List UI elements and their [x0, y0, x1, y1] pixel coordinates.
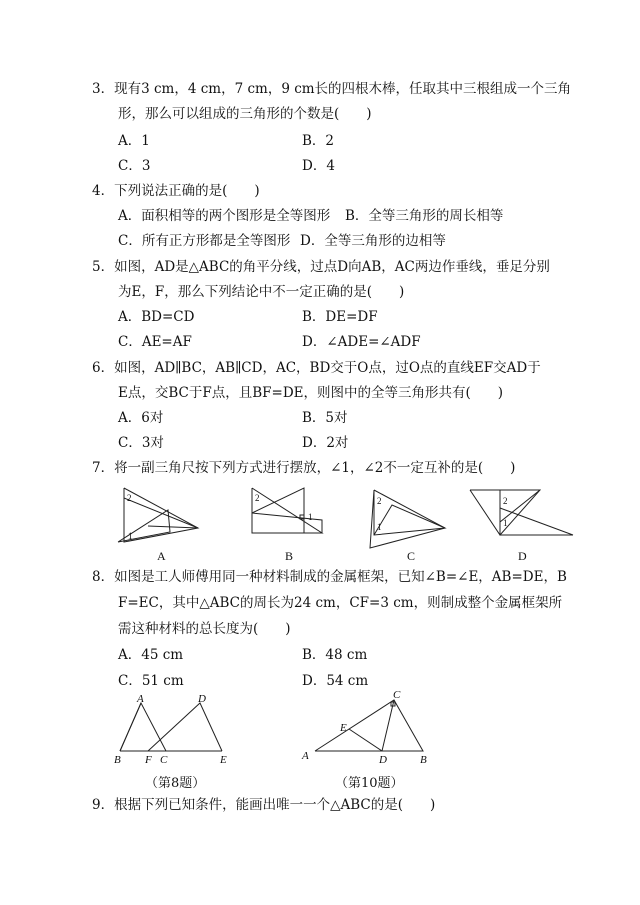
- q7-figure-b: [252, 488, 322, 533]
- fig8-point-a: A: [137, 693, 144, 705]
- q8-line2: F=EC，其中△ABC的周长为24 cm，CF=3 cm，则制成整个金属框架所: [118, 595, 563, 611]
- figure-8-lines: [120, 703, 222, 751]
- q5-option-b: B．DE=DF: [302, 309, 378, 325]
- q3-option-d: D．4: [302, 158, 335, 174]
- q3-option-a: A．1: [118, 133, 150, 149]
- fig10-point-c: C: [393, 690, 401, 701]
- q7-label-c: C: [407, 549, 416, 563]
- fig8-point-c: C: [160, 754, 168, 766]
- q6-option-c: C．3对: [118, 435, 164, 451]
- q7-label-b: B: [285, 549, 294, 563]
- figure-8-caption: （第8题）: [145, 776, 206, 791]
- q7-c-angle-1: 1: [377, 522, 382, 532]
- figures-8-10: [0, 690, 640, 770]
- q8-option-d: D．54 cm: [302, 673, 369, 689]
- fig8-point-e: E: [220, 754, 227, 766]
- figure-10-caption: （第10题）: [335, 776, 404, 791]
- q7-b-angle-2: 2: [255, 493, 260, 503]
- q3-line1: 3．现有3 cm，4 cm，7 cm，9 cm长的四根木棒，任取其中三根组成一个三角: [92, 81, 572, 97]
- q6-line2: E点，交BC于F点，且BF=DE，则图中的全等三角形共有( ): [118, 385, 504, 401]
- q9-line1: 9．根据下列已知条件，能画出唯一一个△ABC的是( ): [92, 797, 436, 813]
- q8-line1: 8．如图是工人师傅用同一种材料制成的金属框架，已知∠B=∠E，AB=DE，B: [92, 569, 567, 585]
- q7-label-a: A: [157, 549, 166, 563]
- q5-option-d: D．∠ADE=∠ADF: [302, 334, 421, 350]
- fig8-point-b: B: [114, 754, 121, 766]
- q4-option-d: D．全等三角形的边相等: [300, 233, 446, 249]
- q8-option-a: A．45 cm: [118, 647, 184, 663]
- q3-option-b: B．2: [302, 133, 335, 149]
- q4-line1: 4．下列说法正确的是( ): [92, 183, 260, 199]
- q7-d-angle-2: 2: [503, 496, 508, 506]
- fig8-point-f: F: [145, 754, 152, 766]
- q4-option-c: C．所有正方形都是全等图形: [118, 233, 291, 249]
- q5-line1: 5．如图，AD是△ABC的角平分线，过点D向AB，AC两边作垂线，垂足分别: [92, 259, 550, 275]
- fig10-point-e: E: [340, 722, 347, 734]
- q6-option-b: B．5对: [302, 410, 348, 426]
- q7-b-angle-1: 1: [308, 512, 313, 522]
- fig10-point-a: A: [302, 750, 309, 762]
- fig8-point-d: D: [198, 693, 206, 705]
- q3-option-c: C．3: [118, 158, 151, 174]
- q7-figures: [0, 480, 640, 566]
- q8-option-b: B．48 cm: [302, 647, 368, 663]
- q4-option-b: B．全等三角形的周长相等: [345, 208, 504, 224]
- q6-option-a: A．6对: [118, 410, 164, 426]
- figure-10-lines: [315, 700, 423, 751]
- q8-option-c: C．51 cm: [118, 673, 184, 689]
- q7-a-angle-1: 1: [128, 531, 133, 541]
- q8-line3: 需这种材料的总长度为( ): [118, 621, 291, 637]
- q6-option-d: D．2对: [302, 435, 349, 451]
- q4-option-a: A．面积相等的两个图形是全等图形: [118, 208, 331, 224]
- q5-option-c: C．AE=AF: [118, 334, 192, 350]
- q7-line1: 7．将一副三角尺按下列方式进行摆放，∠1，∠2不一定互补的是( ): [92, 460, 516, 476]
- fig10-point-d: D: [379, 754, 387, 766]
- q7-c-angle-2: 2: [377, 496, 382, 506]
- q7-d-angle-1: 1: [503, 518, 508, 528]
- q3-line2: 形，那么可以组成的三角形的个数是( ): [118, 106, 372, 122]
- q5-line2: 为E，F，那么下列结论中不一定正确的是( ): [118, 284, 405, 300]
- q7-figure-d: [470, 490, 573, 535]
- q7-label-d: D: [518, 549, 527, 563]
- fig10-point-b: B: [420, 754, 427, 766]
- q6-line1: 6．如图，AD∥BC，AB∥CD，AC，BD交于O点，过O点的直线EF交AD于: [92, 360, 541, 376]
- q7-a-angle-2: 2: [127, 493, 132, 503]
- q5-option-a: A．BD=CD: [118, 309, 195, 325]
